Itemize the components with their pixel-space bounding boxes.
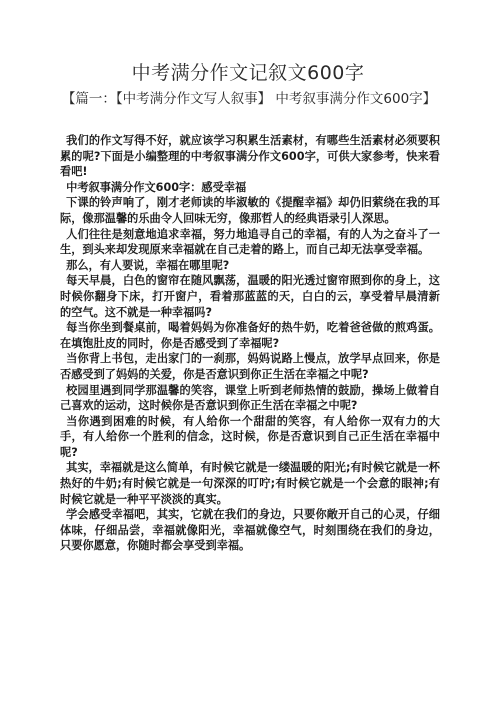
paragraph: 学会感受幸福吧，其实，它就在我们的身边，只要你敞开自己的心灵，仔细体味，仔细品尝，幸福就像阳光，幸福就像空气，时刻围绕在我们的身边，只要你愿意，你随时都会享受到幸福。 <box>60 508 440 553</box>
paragraph: 那么，有人要说，幸福在哪里呢? <box>66 258 230 272</box>
paragraph-intro: 我们的作文写得不好，就应该学习积累生活素材，有哪些生活素材必须要积累的呢?下面是小编整理的中考叙事满分作文600字，可供大家参考，快来看看吧! <box>60 134 440 179</box>
paragraph: 人们往往是刻意地追求幸福，努力地追寻自己的幸福，有的人为之奋斗了一生，到头来却发现原来幸福就在自己走着的路上，而自己却无法享受幸福。 <box>60 227 440 257</box>
paragraph: 下课的铃声响了，刚才老师读的毕淑敏的《提醒幸福》却仍旧萦绕在我的耳际，像那温馨的乐曲令人回味无穷，像那哲人的经典语录引人深思。 <box>60 196 440 225</box>
paragraph: 当你背上书包，走出家门的一刹那，妈妈说路上慢点，放学早点回来，你是否感受到了妈妈的关爱，你是否意识到你正生活在幸福之中呢? <box>60 352 440 381</box>
paragraph: 当你遇到困难的时候，有人给你一个甜甜的笑容，有人给你一双有力的大手，有人给你一个胜利的信念，这时候，你是否意识到自己正生活在幸福中呢? <box>60 414 440 459</box>
paragraph-essay-heading: 中考叙事满分作文600字：感受幸福 <box>66 180 247 194</box>
document-body <box>60 133 440 554</box>
paragraph: 校园里遇到同学那温馨的笑容，课堂上听到老师热情的鼓励，操场上做着自己喜欢的运动，这时候你是否意识到你正生活在幸福之中呢? <box>60 383 440 413</box>
paragraph: 每当你坐到餐桌前，喝着妈妈为你准备好的热牛奶，吃着爸爸做的煎鸡蛋。在填饱肚皮的同时，你是否感受到了幸福呢? <box>60 321 440 350</box>
paragraph: 每天早晨，白色的窗帘在随风飘荡，温暖的阳光透过窗帘照到你的身上，这时候你翻身下床，打开窗户，看着那蓝蓝的天，白白的云，享受着早晨清新的空气。这不就是一种幸福吗? <box>60 274 440 319</box>
document-subtitle: 【篇一：【中考满分作文写人叙事】 中考叙事满分作文600字】 <box>61 91 437 107</box>
document-title: 中考满分作文记叙文600字 <box>131 62 365 84</box>
paragraph: 其实，幸福就是这么简单，有时候它就是一缕温暖的阳光;有时候它就是一杯热好的牛奶;有时候它就是一句深深的叮咛;有时候它就是一个会意的眼神;有时候它就是一种平平淡淡的真实。 <box>60 461 440 506</box>
